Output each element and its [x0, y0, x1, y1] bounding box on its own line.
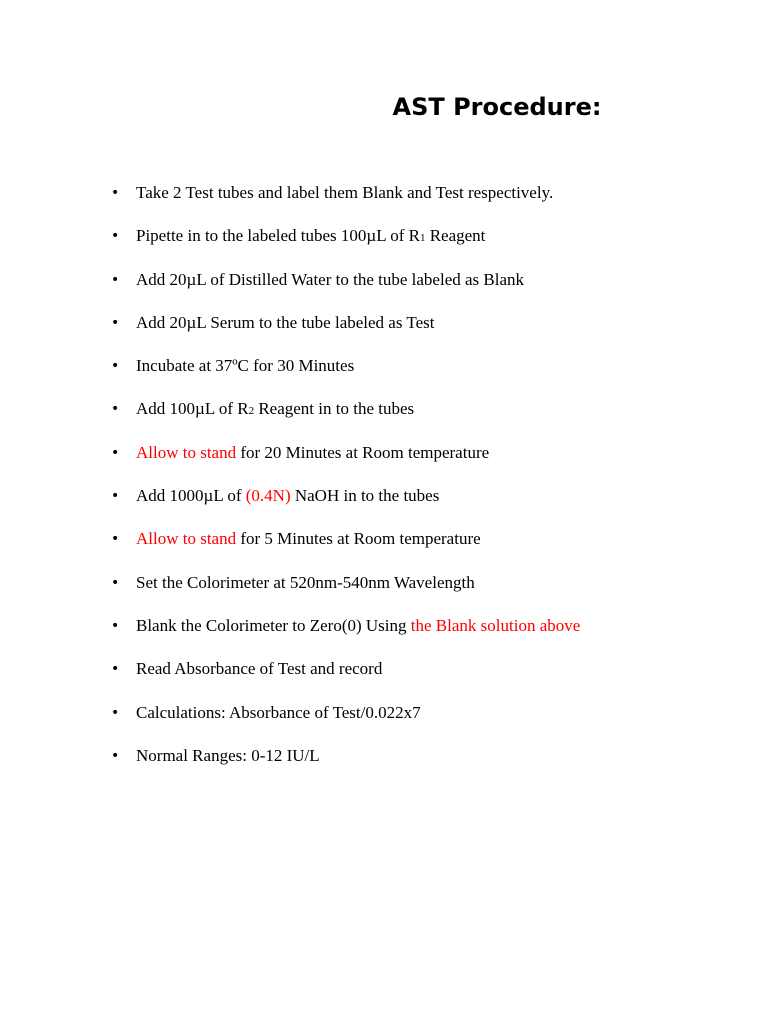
subscript-text: 1	[419, 232, 426, 245]
procedure-step	[0, 483, 768, 526]
step-text-segment: Reagent in to the tubes	[254, 399, 415, 419]
bullet-icon: •	[111, 574, 120, 591]
bullet-icon: •	[111, 314, 120, 331]
procedure-step-text	[136, 613, 580, 639]
procedure-step	[0, 267, 768, 310]
step-text-segment: Calculations: Absorbance of Test/0.022x7	[136, 702, 421, 722]
procedure-step-text	[136, 440, 489, 466]
step-text-segment: Set the Colorimeter at 520nm-540nm Wavelength	[136, 572, 475, 592]
procedure-step	[0, 743, 768, 786]
bullet-icon: •	[111, 661, 120, 678]
bullet-icon: •	[111, 271, 120, 288]
bullet-icon: •	[111, 185, 120, 201]
bullet-icon: •	[111, 704, 120, 721]
procedure-step	[0, 526, 768, 569]
step-text-segment: for 20 Minutes at Room temperature	[236, 442, 490, 462]
procedure-step-text	[136, 656, 382, 682]
step-text-segment: Add 20µL Serum to the tube labeled as Test	[136, 312, 435, 332]
highlighted-text: Allow to stand	[136, 442, 237, 462]
highlighted-text: the Blank solution above	[410, 615, 581, 635]
procedure-step-text	[136, 353, 354, 379]
step-text-segment: Add 100µL of R	[136, 399, 249, 419]
step-text-segment: Add 1000µL of	[136, 486, 246, 506]
procedure-step	[0, 700, 768, 743]
page-title: AST Procedure:	[392, 93, 602, 121]
bullet-icon: •	[111, 617, 120, 634]
highlighted-text: Allow to stand	[136, 529, 237, 549]
step-text-segment: Add 20µL of Distilled Water to the tube labeled as Blank	[136, 269, 525, 289]
procedure-step	[0, 570, 768, 613]
bullet-icon: •	[111, 747, 120, 764]
step-text-segment: Reagent	[425, 226, 486, 246]
procedure-step-text	[136, 700, 421, 726]
step-text-segment: Incubate at 37ºC for 30 Minutes	[136, 356, 355, 376]
procedure-step-text	[136, 743, 320, 769]
step-text-segment: Read Absorbance of Test and record	[136, 659, 383, 679]
procedure-step	[0, 396, 768, 439]
highlighted-text: (0.4N)	[245, 486, 291, 506]
step-text-segment: Take 2 Test tubes and label them Blank and Test respectively.	[136, 183, 554, 202]
procedure-step	[0, 310, 768, 353]
procedure-step-text	[136, 396, 414, 424]
step-text-segment: Pipette in to the labeled tubes 100µL of R	[136, 226, 420, 246]
procedure-step	[0, 180, 768, 223]
procedure-step	[0, 656, 768, 699]
bullet-icon: •	[111, 228, 120, 245]
procedure-step	[0, 440, 768, 483]
procedure-step-text	[136, 223, 485, 251]
procedure-step-text	[136, 570, 475, 596]
procedure-step-text	[136, 483, 439, 509]
procedure-step	[0, 353, 768, 396]
procedure-steps-list	[0, 180, 768, 786]
subscript-text: 2	[248, 405, 255, 418]
bullet-icon: •	[111, 444, 120, 461]
bullet-icon: •	[111, 401, 120, 418]
step-text-segment: for 5 Minutes at Room temperature	[236, 529, 481, 549]
procedure-step	[0, 223, 768, 266]
bullet-icon: •	[111, 531, 120, 548]
procedure-step-text	[136, 267, 524, 293]
procedure-step-text	[136, 526, 481, 552]
procedure-step-text	[136, 180, 553, 206]
step-text-segment: Normal Ranges: 0-12 IU/L	[136, 745, 320, 765]
procedure-step	[0, 613, 768, 656]
step-text-segment: NaOH in to the tubes	[290, 486, 440, 506]
procedure-step-text	[136, 310, 435, 336]
step-text-segment: Blank the Colorimeter to Zero(0) Using	[136, 615, 411, 635]
bullet-icon: •	[111, 358, 120, 375]
bullet-icon: •	[111, 488, 120, 505]
